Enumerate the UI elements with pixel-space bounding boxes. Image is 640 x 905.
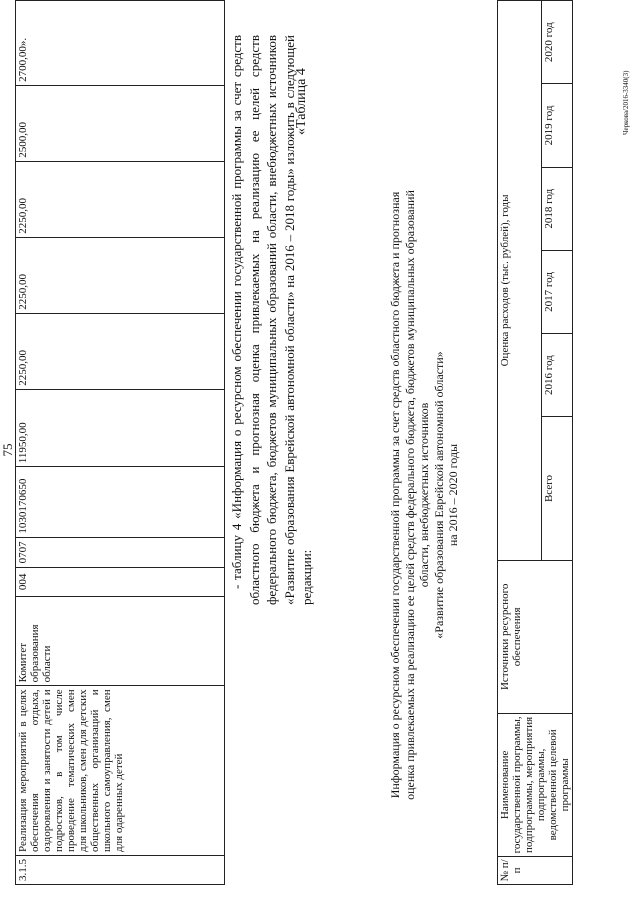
col-year-2018: 2018 год <box>542 167 573 250</box>
col-total: Всего <box>542 417 573 561</box>
responsible-org: Комитет образования области <box>16 596 225 686</box>
grbs-code: 004 <box>16 568 225 597</box>
col-year-2017: 2017 год <box>542 250 573 333</box>
table-row <box>16 1 225 885</box>
col-year-2020: 2020 год <box>542 1 573 84</box>
page-number: 75 <box>0 443 15 457</box>
document-stamp: Черкова/2016-3340(3) <box>622 70 630 135</box>
caption-line: на 2016 – 2020 годы <box>446 443 460 547</box>
table-caption <box>388 175 461 815</box>
col-year-2016: 2016 год <box>542 334 573 417</box>
col-number: № п/п <box>498 856 573 884</box>
value-year-4: 2500,00 <box>16 85 225 161</box>
col-source: Источники ресурсного обеспечения <box>498 560 573 713</box>
col-program-name: Наименование государственной программы, подпрограммы, мероприятия подпрограммы, ведомственной целевой программы <box>498 713 573 856</box>
value-year-3: 2250,00 <box>16 161 225 237</box>
caption-line: «Развитие образования Еврейской автономной области» <box>431 351 446 639</box>
value-year-5: 2700,00». <box>16 1 225 86</box>
value-year-1: 2250,00 <box>16 313 225 389</box>
value-total: 11950,00 <box>16 389 225 466</box>
caption-line: Информация о ресурсном обеспечении государственной программы за счет средств областного бюджета и прогнозная <box>388 191 402 799</box>
amendment-paragraph: - таблицу 4 «Информация о ресурсном обеспечении государственной программы за счет средств областного бюджета и прогнозная оценка привлекаемых на реализацию ее целей средств федерального бюджета, бюджетов муниципальных образований области, внебюджетных источников «Развитие образования Еврейской автономной области» на 2016 – 2018 годы» изложить в следующей редакции: <box>229 35 314 605</box>
event-name: Реализация мероприятий в целях обеспечения отдыха, оздоровления и занятости детей и подростков, в том числе проведение тематических смен для школьников, смен для детских общественных организаций и школьного самоуправления, смен для одаренных детей <box>16 686 225 856</box>
table-label: «Таблица 4 <box>294 68 309 135</box>
col-estimate: Оценка расходов (тыс. рублей), годы <box>498 1 542 561</box>
program-table-continuation <box>15 0 225 885</box>
value-year-2: 2250,00 <box>16 237 225 313</box>
col-year-2019: 2019 год <box>542 84 573 167</box>
caption-line: оценка привлекаемых на реализацию ее целей средств федерального бюджета, бюджетов муниципальных образований <box>402 190 417 800</box>
rzpr-code: 0707 <box>16 537 225 567</box>
resource-table-header <box>497 0 573 885</box>
caption-line: области, внебюджетных источников <box>417 402 431 588</box>
csr-code: 1030170650 <box>16 467 225 537</box>
header-row <box>498 1 542 885</box>
row-number: 3.1.5 <box>16 856 225 885</box>
